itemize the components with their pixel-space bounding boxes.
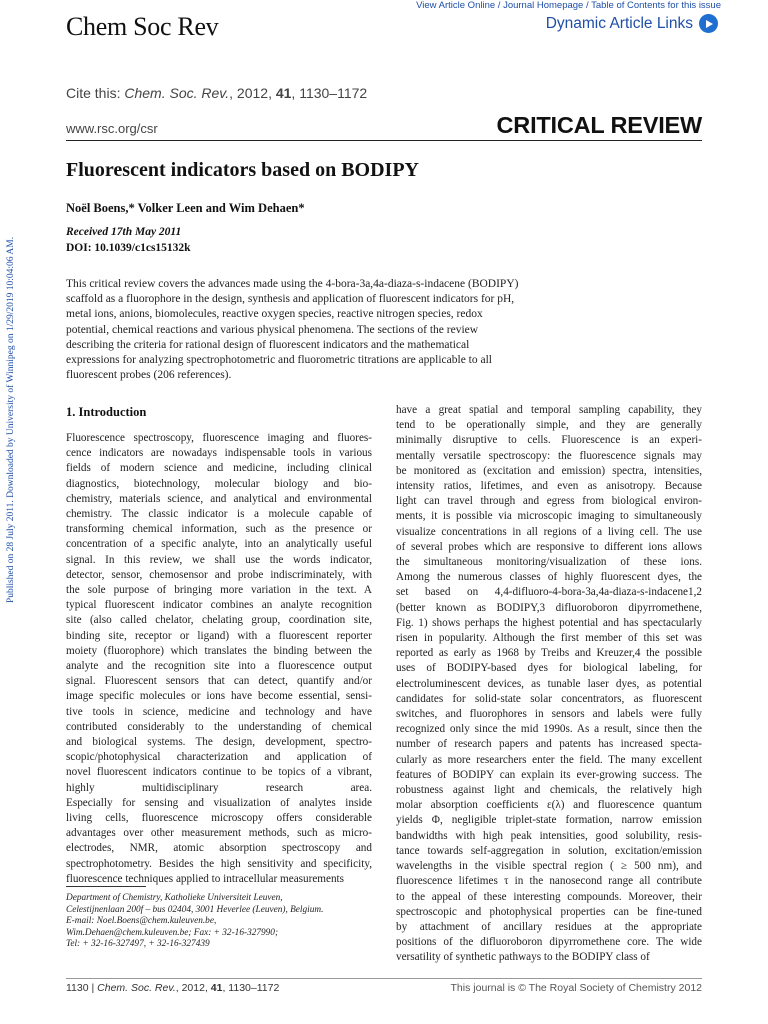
body-line: bandwidths with high peak intensities, good solubility, resis- bbox=[396, 829, 702, 842]
abstract-line: This critical review covers the advances made using the 4-bora-3a,4a-diaza-s-indacene (BODIPY) bbox=[66, 278, 519, 290]
body-line: concentration of a specific analyte, into an analytically useful bbox=[66, 538, 372, 551]
body-line: living cells, fluorescence microscopy offers considerable bbox=[66, 812, 372, 825]
abstract-line: potential, chemical reactions and various physical phenomena. The sections of the review bbox=[66, 323, 479, 336]
body-line: light can travel through and egress from biological environ- bbox=[396, 495, 702, 508]
body-line: electroluminescent devices, as tunable laser dyes, as potential bbox=[396, 677, 702, 690]
body-line: scopic/photophysical characterization and application of bbox=[66, 751, 372, 764]
footer-page-info bbox=[66, 982, 279, 994]
body-line: wavelengths in the visible spectral region ( ≥ 500 nm), and bbox=[396, 860, 702, 873]
body-line: and biological systems. The design, development, spectro- bbox=[66, 736, 372, 749]
link-separator: / bbox=[583, 0, 592, 11]
body-line: fluorescence lifetimes τ in the nanosecond range all contribute bbox=[396, 875, 702, 888]
body-line: chemistry, materials science, and analytical and environmental bbox=[66, 492, 372, 505]
body-line: image specific molecules or ions have become essential, sensi- bbox=[66, 690, 372, 703]
body-line: to the appeal of these interesting compounds. Moreover, their bbox=[396, 890, 702, 903]
body-line: have a great spatial and temporal sampling capability, they bbox=[396, 404, 702, 416]
body-line: signal. In this review, we shall use the words indicator, bbox=[66, 553, 372, 566]
body-line: diagnostics, biotechnology, molecular biology and bio- bbox=[66, 477, 372, 490]
body-line: contributed considerably to the understanding of chemical bbox=[66, 720, 372, 733]
body-line: fields of modern science and medicine, including clinical bbox=[66, 462, 372, 475]
body-line: intensity ratios, lifetimes, and even as anisotropy. Because bbox=[396, 480, 702, 493]
body-line: risen in popularity. Although the first member of this set was bbox=[396, 632, 702, 645]
side-note-text: Published on 28 July 2011. Downloaded by University of Winnipeg on 1/29/2019 10:04:06 AM. bbox=[6, 236, 16, 604]
toc-link[interactable]: Table of Contents for this issue bbox=[591, 0, 721, 11]
body-line: detector, sensor, chemosensor and probe indiscriminately, with bbox=[66, 568, 372, 581]
citation-line bbox=[66, 85, 367, 101]
body-line: uses of BODIPY-based dyes for biological labeling, for bbox=[396, 662, 702, 675]
body-column-right bbox=[396, 403, 702, 966]
body-line: versatility of synthetic pathways to the BODIPY class of bbox=[396, 951, 650, 964]
affiliation-line: Celestijnenlaan 200f – bus 02404, 3001 Heverlee (Leuven), Belgium. bbox=[66, 904, 324, 915]
body-line: fluorescence techniques applied to intracellular measurements bbox=[66, 872, 345, 885]
affiliation-line: Tel: + 32-16-327497, + 32-16-327439 bbox=[66, 939, 210, 950]
dynamic-links-label[interactable]: Dynamic Article Links bbox=[545, 14, 693, 32]
body-line: switches, and fluorophores in sensors and labels were fully bbox=[396, 708, 702, 721]
footer-volume: 41 bbox=[210, 982, 223, 994]
body-line: positions of the difluoroboron dipyrromethene core. The wide bbox=[396, 936, 702, 949]
abstract-line: expressions for analyzing spectrophotometric and fluorometric titrations are applicable to all bbox=[66, 354, 492, 367]
body-line: binding site, receptor or ligand) with a fluorescent reporter bbox=[66, 629, 372, 642]
body-line: minimally disruptive to cells. Fluorescence is an experi- bbox=[396, 434, 702, 447]
cite-volume: 41 bbox=[275, 85, 292, 101]
body-line: (better known as BODIPY,3 difluoroboron dipyrromethene, bbox=[396, 601, 702, 614]
footer-separator: | bbox=[88, 982, 98, 994]
body-line: candidates for solid-state solar concentrators, as fluorescent bbox=[396, 692, 702, 705]
body-line: Fluorescence spectroscopy, fluorescence imaging and fluores- bbox=[66, 432, 372, 444]
body-line: tend to be operationally simple, and they are generally bbox=[396, 419, 702, 432]
body-line: be monitored as (excitation and emission) spectra, intensities, bbox=[396, 464, 702, 477]
affiliation-line: E-mail: Noel.Boens@chem.kuleuven.be, bbox=[66, 916, 217, 927]
affiliation-divider bbox=[66, 886, 146, 887]
affiliation-line: Wim.Dehaen@chem.kuleuven.be; Fax: + 32-16-327990; bbox=[66, 927, 279, 938]
abstract bbox=[66, 277, 564, 383]
section-heading-introduction: 1. Introduction bbox=[66, 405, 147, 419]
abstract-line: metal ions, anions, biomolecules, reactive oxygen species, reactive nitrogen species, redox bbox=[66, 308, 483, 321]
footer-divider bbox=[66, 978, 702, 979]
download-side-note bbox=[3, 210, 19, 630]
body-line: recognized only since the mid 1990s. As a result, since then the bbox=[396, 723, 702, 736]
footer-pages: , 1130–1172 bbox=[222, 982, 280, 994]
body-line: novel fluorescent indicators continue to be topics of a vibrant, bbox=[66, 766, 372, 779]
body-line: cularly as more researchers enter the field. The many excellent bbox=[396, 753, 702, 766]
body-line: moiety (fluorophore) which translates the binding between the bbox=[66, 644, 372, 657]
body-line: electrodes, NMR, atomic absorption spectroscopy and bbox=[66, 842, 372, 855]
body-line: by attachment of ancillary residues at the appropriate bbox=[396, 920, 702, 933]
body-line: mentally versatile spectroscopy: the fluorescence signals may bbox=[396, 449, 702, 462]
play-arrow-icon[interactable] bbox=[699, 14, 718, 33]
cite-journal: Chem. Soc. Rev. bbox=[124, 85, 230, 101]
journal-url[interactable]: www.rsc.org/csr bbox=[66, 121, 158, 136]
section-label: CRITICAL REVIEW bbox=[496, 112, 702, 138]
body-line: chemistry. The classic indicator is a molecule capable of bbox=[66, 508, 372, 521]
body-column-left bbox=[66, 431, 372, 887]
body-line: of several probes which are responsive to different ions allows bbox=[396, 540, 702, 553]
body-line: cence indicators are nowadays indispensable tools in various bbox=[66, 447, 372, 460]
body-line: tive tools in science, medicine and technology and have bbox=[66, 705, 372, 718]
body-line: yields Φ, negligible triplet-state formation, narrow emission bbox=[396, 814, 702, 827]
article-doi[interactable]: DOI: 10.1039/c1cs15132k bbox=[66, 242, 191, 254]
link-separator: / bbox=[495, 0, 504, 11]
footer-page-number: 1130 bbox=[66, 982, 89, 994]
article-title: Fluorescent indicators based on BODIPY bbox=[66, 159, 419, 181]
journal-name: Chem Soc Rev bbox=[66, 12, 219, 41]
body-line: the simultaneous monitoring/visualization of these ions. bbox=[396, 556, 702, 569]
body-line: spectroscopic and photophysical properties can be fine-tuned bbox=[396, 905, 702, 918]
body-line: advantages over other measurement methods, such as micro- bbox=[66, 827, 372, 840]
body-line: visualize concentrations in all regions of a living cell. The use bbox=[396, 525, 702, 538]
body-line: molar absorption coefficients ε(λ) and fluorescence quantum bbox=[396, 799, 702, 812]
body-line: site (also called chelator, chelating group, coordination site, bbox=[66, 614, 372, 627]
header-divider bbox=[66, 140, 702, 141]
footer-journal: Chem. Soc. Rev. bbox=[97, 982, 176, 994]
abstract-line: describing the criteria for rational design of fluorescent indicators and the mathematical bbox=[66, 338, 470, 351]
affiliation-line: Department of Chemistry, Katholieke Universiteit Leuven, bbox=[66, 893, 283, 903]
cite-pages: , 1130–1172 bbox=[291, 85, 368, 101]
affiliation-footnote bbox=[66, 893, 323, 951]
body-line: transforming chemical information, such as the presence or bbox=[66, 523, 372, 536]
body-line: Especially for sensing and visualization of analytes inside bbox=[66, 796, 372, 809]
top-links bbox=[416, 0, 721, 11]
body-line: tance towards self-aggregation in solution, excitation/emission bbox=[396, 844, 702, 857]
footer-year: , 2012, bbox=[175, 982, 211, 994]
body-line: set based on 4,4-difluoro-4-bora-3a,4a-diaza-s-indacene1,2 bbox=[396, 586, 702, 599]
body-line: signal. Fluorescent sensors that can detect, quantify and/or bbox=[66, 675, 372, 688]
journal-homepage-link[interactable]: Journal Homepage bbox=[503, 0, 584, 11]
body-line: number of research papers and patents has increased specta- bbox=[396, 738, 702, 751]
abstract-line: scaffold as a fluorophore in the design, synthesis and application of fluorescent indicators for pH, bbox=[66, 293, 515, 306]
received-date: Received 17th May 2011 bbox=[66, 226, 182, 238]
body-line: analyte and the recognition site into a fluorescence output bbox=[66, 660, 372, 673]
body-line: reported as early as 1968 by Treibs and Kreuzer,4 the possible bbox=[396, 647, 702, 660]
body-line: spectrophotometry. Besides the high sensitivity and specificity, bbox=[66, 857, 372, 870]
cite-year: , 2012, bbox=[229, 85, 276, 101]
footer-copyright: This journal is © The Royal Society of Chemistry 2012 bbox=[450, 982, 702, 994]
body-line: Fig. 1) shows perhaps the highest potential and has spectacularly bbox=[396, 616, 702, 629]
cite-prefix: Cite this: bbox=[66, 85, 125, 101]
body-line: Among the numerous classes of highly fluorescent dyes, the bbox=[396, 571, 702, 584]
body-line: the sole purpose of bringing more variation in the text. A bbox=[66, 584, 372, 597]
abstract-line: fluorescent probes (206 references). bbox=[66, 369, 232, 382]
body-line: ments, it is possible via microscopic imaging to simultaneously bbox=[396, 510, 702, 523]
dynamic-article-links[interactable] bbox=[546, 14, 718, 33]
body-line: robustness against light and chemicals, the relatively high bbox=[396, 784, 702, 797]
body-line: highly multidisciplinary research area. bbox=[66, 781, 372, 794]
view-online-link[interactable]: View Article Online bbox=[416, 0, 496, 11]
body-line: features of BODIPY can explain its ever-growing success. The bbox=[396, 768, 702, 781]
body-line: typical fluorescent indicator combines an analyte recognition bbox=[66, 599, 372, 612]
article-authors: Noël Boens,* Volker Leen and Wim Dehaen* bbox=[66, 201, 305, 215]
